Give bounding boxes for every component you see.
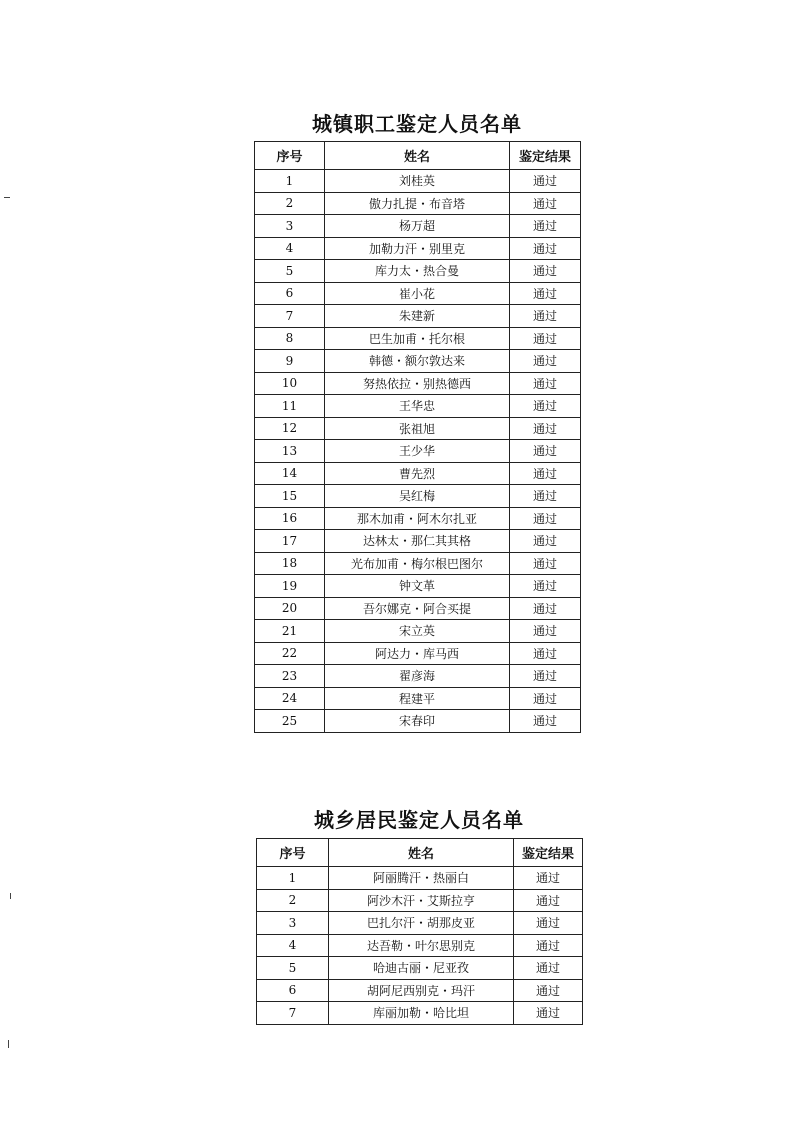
person-name: 阿沙木汗・艾斯拉亨	[329, 889, 514, 912]
person-name: 曹先烈	[325, 462, 510, 485]
row-index: 4	[257, 934, 329, 957]
table-header-row	[255, 142, 581, 170]
urban-roster-table	[254, 141, 581, 733]
assessment-result: 通过	[510, 462, 581, 485]
assessment-result: 通过	[514, 912, 583, 935]
table-row	[255, 372, 581, 395]
table-row	[257, 889, 583, 912]
table-row	[255, 530, 581, 553]
scan-mark	[4, 197, 10, 198]
rural-roster-table	[256, 838, 583, 1025]
person-name: 崔小花	[325, 282, 510, 305]
row-index: 12	[255, 417, 325, 440]
person-name: 光布加甫・梅尔根巴图尔	[325, 552, 510, 575]
assessment-result: 通过	[510, 192, 581, 215]
row-index: 22	[255, 642, 325, 665]
row-index: 15	[255, 485, 325, 508]
table-row	[255, 327, 581, 350]
assessment-result: 通过	[510, 597, 581, 620]
person-name: 阿丽腾汗・热丽白	[329, 867, 514, 890]
row-index: 4	[255, 237, 325, 260]
row-index: 18	[255, 552, 325, 575]
person-name: 巴生加甫・托尔根	[325, 327, 510, 350]
row-index: 21	[255, 620, 325, 643]
header-index: 序号	[257, 839, 329, 867]
assessment-result: 通过	[510, 350, 581, 373]
row-index: 17	[255, 530, 325, 553]
table-row	[255, 485, 581, 508]
person-name: 杨万超	[325, 215, 510, 238]
row-index: 25	[255, 710, 325, 733]
row-index: 10	[255, 372, 325, 395]
assessment-result: 通过	[510, 237, 581, 260]
row-index: 8	[255, 327, 325, 350]
table-row	[257, 979, 583, 1002]
assessment-result: 通过	[510, 485, 581, 508]
assessment-result: 通过	[510, 305, 581, 328]
person-name: 钟文革	[325, 575, 510, 598]
assessment-result: 通过	[510, 372, 581, 395]
assessment-result: 通过	[510, 440, 581, 463]
assessment-result: 通过	[510, 665, 581, 688]
person-name: 库力太・热合曼	[325, 260, 510, 283]
table-row	[257, 934, 583, 957]
table-row	[255, 552, 581, 575]
person-name: 达吾勒・叶尔思别克	[329, 934, 514, 957]
table-row	[257, 957, 583, 980]
table-row	[255, 350, 581, 373]
assessment-result: 通过	[510, 215, 581, 238]
person-name: 王华忠	[325, 395, 510, 418]
assessment-result: 通过	[510, 575, 581, 598]
table-row	[257, 867, 583, 890]
assessment-result: 通过	[510, 642, 581, 665]
assessment-result: 通过	[510, 395, 581, 418]
row-index: 16	[255, 507, 325, 530]
row-index: 14	[255, 462, 325, 485]
table-row	[255, 507, 581, 530]
table-row	[257, 912, 583, 935]
person-name: 库丽加勒・哈比坦	[329, 1002, 514, 1025]
assessment-result: 通过	[510, 687, 581, 710]
person-name: 朱建新	[325, 305, 510, 328]
table-row	[255, 237, 581, 260]
table-row	[255, 597, 581, 620]
person-name: 努热依拉・别热德西	[325, 372, 510, 395]
table-row	[255, 305, 581, 328]
row-index: 3	[255, 215, 325, 238]
assessment-result: 通过	[510, 417, 581, 440]
table-row	[255, 687, 581, 710]
assessment-result: 通过	[510, 710, 581, 733]
person-name: 王少华	[325, 440, 510, 463]
table-row	[255, 170, 581, 193]
table-header-row	[257, 839, 583, 867]
person-name: 那木加甫・阿木尔扎亚	[325, 507, 510, 530]
table-row	[255, 395, 581, 418]
person-name: 程建平	[325, 687, 510, 710]
table-row	[255, 440, 581, 463]
table-row	[255, 215, 581, 238]
person-name: 刘桂英	[325, 170, 510, 193]
table-row	[255, 282, 581, 305]
person-name: 吾尔娜克・阿合买提	[325, 597, 510, 620]
assessment-result: 通过	[514, 957, 583, 980]
row-index: 13	[255, 440, 325, 463]
assessment-result: 通过	[514, 1002, 583, 1025]
row-index: 24	[255, 687, 325, 710]
assessment-result: 通过	[510, 260, 581, 283]
assessment-result: 通过	[514, 889, 583, 912]
header-name: 姓名	[329, 839, 514, 867]
assessment-result: 通过	[514, 979, 583, 1002]
header-index: 序号	[255, 142, 325, 170]
urban-title: 城镇职工鉴定人员名单	[312, 112, 522, 136]
person-name: 宋春印	[325, 710, 510, 733]
row-index: 20	[255, 597, 325, 620]
row-index: 7	[255, 305, 325, 328]
rural-table-body	[257, 867, 583, 1025]
person-name: 阿达力・库马西	[325, 642, 510, 665]
table-row	[255, 642, 581, 665]
person-name: 巴扎尔汗・胡那皮亚	[329, 912, 514, 935]
assessment-result: 通过	[514, 867, 583, 890]
scan-mark	[8, 1040, 9, 1048]
table-row	[255, 665, 581, 688]
person-name: 韩德・额尔敦达来	[325, 350, 510, 373]
urban-table-body	[255, 170, 581, 733]
row-index: 2	[257, 889, 329, 912]
table-row	[255, 260, 581, 283]
assessment-result: 通过	[510, 507, 581, 530]
header-name: 姓名	[325, 142, 510, 170]
row-index: 1	[257, 867, 329, 890]
table-row	[257, 1002, 583, 1025]
person-name: 张祖旭	[325, 417, 510, 440]
person-name: 哈迪古丽・尼亚孜	[329, 957, 514, 980]
row-index: 11	[255, 395, 325, 418]
table-row	[255, 192, 581, 215]
person-name: 加勒力汗・别里克	[325, 237, 510, 260]
row-index: 5	[255, 260, 325, 283]
row-index: 9	[255, 350, 325, 373]
row-index: 6	[255, 282, 325, 305]
table-row	[255, 417, 581, 440]
row-index: 5	[257, 957, 329, 980]
table-row	[255, 710, 581, 733]
row-index: 3	[257, 912, 329, 935]
row-index: 7	[257, 1002, 329, 1025]
table-row	[255, 575, 581, 598]
person-name: 达林太・那仁其其格	[325, 530, 510, 553]
row-index: 6	[257, 979, 329, 1002]
assessment-result: 通过	[510, 620, 581, 643]
header-result: 鉴定结果	[510, 142, 581, 170]
table-row	[255, 620, 581, 643]
row-index: 1	[255, 170, 325, 193]
row-index: 2	[255, 192, 325, 215]
row-index: 19	[255, 575, 325, 598]
person-name: 翟彦海	[325, 665, 510, 688]
person-name: 胡阿尼西别克・玛汗	[329, 979, 514, 1002]
assessment-result: 通过	[510, 282, 581, 305]
row-index: 23	[255, 665, 325, 688]
assessment-result: 通过	[510, 327, 581, 350]
rural-title: 城乡居民鉴定人员名单	[314, 808, 524, 832]
person-name: 宋立英	[325, 620, 510, 643]
assessment-result: 通过	[510, 170, 581, 193]
assessment-result: 通过	[514, 934, 583, 957]
person-name: 傲力扎提・布音塔	[325, 192, 510, 215]
table-row	[255, 462, 581, 485]
header-result: 鉴定结果	[514, 839, 583, 867]
assessment-result: 通过	[510, 530, 581, 553]
assessment-result: 通过	[510, 552, 581, 575]
person-name: 吴红梅	[325, 485, 510, 508]
scan-mark	[10, 893, 11, 899]
